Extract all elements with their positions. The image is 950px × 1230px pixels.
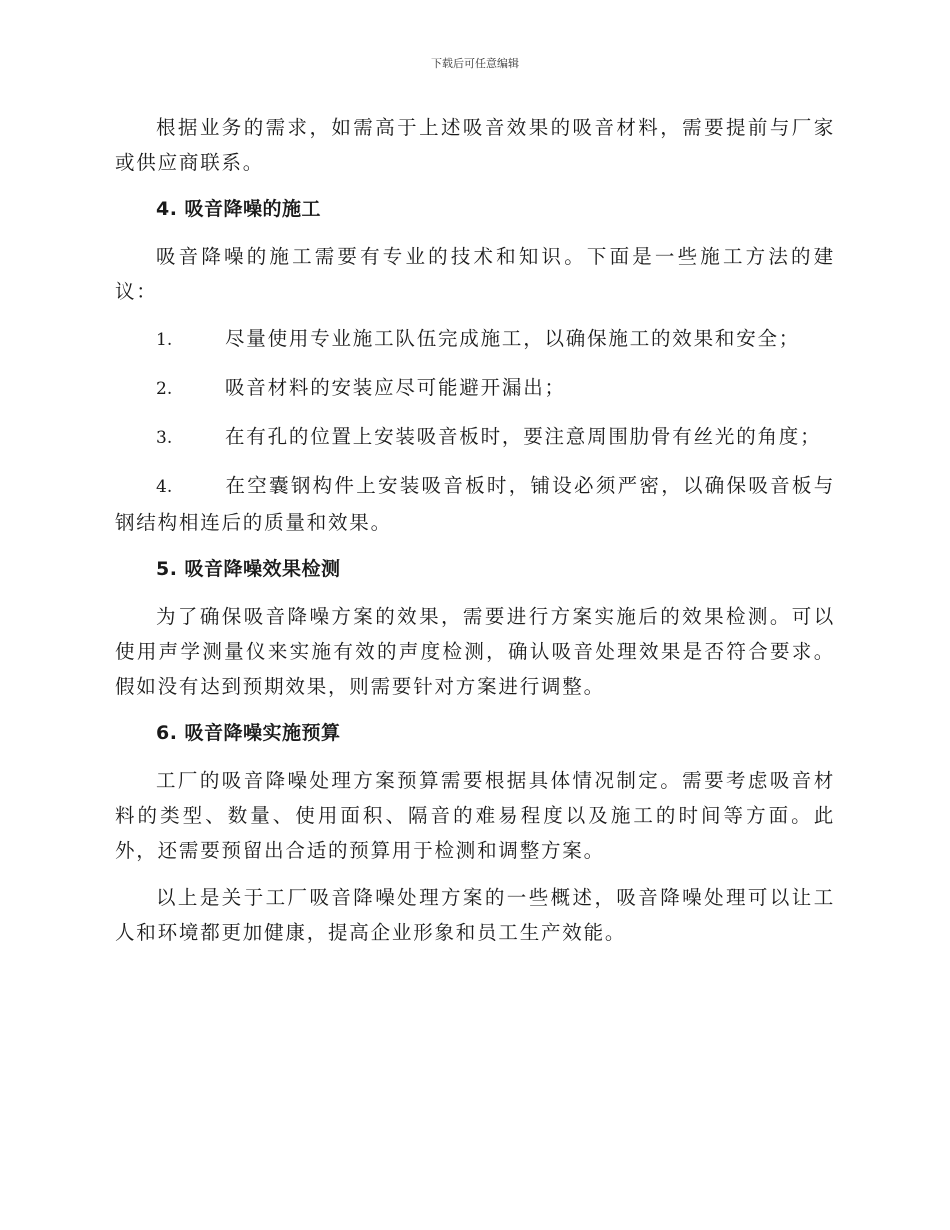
list-number: 4. — [156, 477, 173, 497]
list-text: 吸音材料的安装应尽可能避开漏出； — [225, 376, 566, 399]
section-heading-construction: 4. 吸音降噪的施工 — [156, 198, 322, 220]
list-item — [115, 370, 835, 407]
list-number: 3. — [156, 428, 173, 448]
document-body — [115, 110, 835, 962]
paragraph-supplier-note: 根据业务的需求，如需高于上述吸音效果的吸音材料，需要提前与厂家或供应商联系。 — [115, 116, 835, 174]
paragraph-construction-intro: 吸音降噪的施工需要有专业的技术和知识。下面是一些施工方法的建议： — [115, 245, 835, 303]
section-heading-budget: 6. 吸音降噪实施预算 — [156, 722, 341, 744]
list-text: 在空囊钢构件上安装吸音板时，铺设必须严密，以确保吸音板与钢结构相连后的质量和效果。 — [115, 474, 835, 534]
paragraph-summary: 以上是关于工厂吸音降噪处理方案的一些概述，吸音降噪处理可以让工人和环境都更加健康，提高企业形象和员工生产效能。 — [115, 886, 835, 944]
paragraph-budget: 工厂的吸音降噪处理方案预算需要根据具体情况制定。需要考虑吸音材料的类型、数量、使用面积、隔音的难易程度以及施工的时间等方面。此外，还需要预留出合适的预算用于检测和调整方案。 — [115, 769, 835, 862]
page-header: 下载后可任意编辑 — [431, 57, 519, 70]
list-number: 2. — [156, 379, 173, 399]
list-item — [115, 468, 835, 540]
list-text: 尽量使用专业施工队伍完成施工，以确保施工的效果和安全； — [225, 327, 801, 350]
list-text: 在有孔的位置上安装吸音板时，要注意周围肋骨有丝光的角度； — [225, 425, 822, 448]
paragraph-testing: 为了确保吸音降噪方案的效果，需要进行方案实施后的效果检测。可以使用声学测量仪来实施有效的声度检测，确认吸音处理效果是否符合要求。假如没有达到预期效果，则需要针对方案进行调整。 — [115, 605, 835, 698]
list-item — [115, 419, 835, 456]
list-number: 1. — [156, 330, 173, 350]
list-item — [115, 321, 835, 358]
section-heading-testing: 5. 吸音降噪效果检测 — [156, 558, 341, 580]
